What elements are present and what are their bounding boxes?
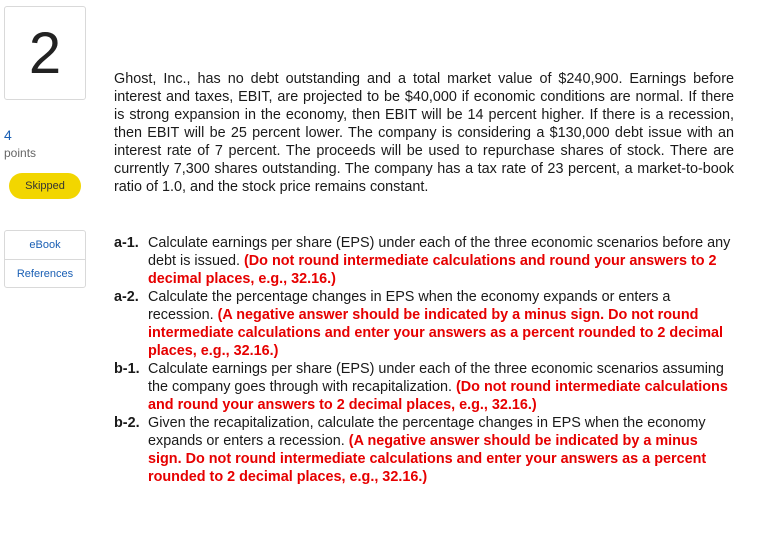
part-body <box>148 234 734 288</box>
resource-links <box>4 230 86 288</box>
part-body <box>148 360 734 414</box>
part-b2 <box>114 414 734 486</box>
part-text: Calculate the percentage changes in EPS when the economy expands or enters a recession. <box>148 289 671 323</box>
part-body <box>148 414 734 486</box>
part-a1 <box>114 234 734 288</box>
part-body <box>148 288 734 360</box>
status-badge: Skipped <box>9 173 81 199</box>
part-b1 <box>114 360 734 414</box>
part-instruction: (A negative answer should be indicated by a minus sign. Do not round intermediate calculations and enter your answers as a percent rounded to 2 decimal places, e.g., 32.16.) <box>148 307 724 359</box>
part-label: b-2. <box>114 415 140 431</box>
part-instruction: (Do not round intermediate calculations and round your answers to 2 decimal places, e.g., 32.16.) <box>148 379 728 413</box>
ebook-link[interactable]: eBook <box>29 239 61 251</box>
points-display <box>4 126 36 162</box>
problem-statement: Ghost, Inc., has no debt outstanding and a total market value of $240,900. Earnings before interest and taxes, EBIT, are projected to be $40,000 if economic conditions are normal. If there is strong expansion in the economy, then EBIT will be 14 percent higher. If there is a recession, then EBIT will be 25 percent lower. The company is considering a $130,000 debt issue with an interest rate of 7 percent. The proceeds will be used to repurchase shares of stock. There are currently 7,300 shares outstanding. The company has a tax rate of 23 percent, a market-to-book ratio of 1.0, and the stock price remains constant. <box>114 71 734 195</box>
points-label: points <box>4 146 37 160</box>
part-text: Given the recapitalization, calculate the percentage changes in EPS when the economy expands or enters a recession. <box>148 415 706 449</box>
question-number: 2 <box>4 6 86 100</box>
points-value: 4 <box>4 127 12 143</box>
question-parts <box>114 234 734 486</box>
part-label: a-1. <box>114 235 139 251</box>
part-label: b-1. <box>114 361 140 377</box>
part-a2 <box>114 288 734 360</box>
part-text: Calculate earnings per share (EPS) under each of the three economic scenarios assuming the company goes through with recapitalization. <box>148 361 724 395</box>
part-text: Calculate earnings per share (EPS) under each of the three economic scenarios before any debt is issued. <box>148 235 731 269</box>
part-instruction: (Do not round intermediate calculations and round your answers to 2 decimal places, e.g., 32.16.) <box>148 253 717 287</box>
references-link[interactable]: References <box>5 259 85 288</box>
part-label: a-2. <box>114 289 139 305</box>
part-instruction: (A negative answer should be indicated by a minus sign. Do not round intermediate calculations and enter your answers as a percent rounded to 2 decimal places, e.g., 32.16.) <box>148 433 707 485</box>
